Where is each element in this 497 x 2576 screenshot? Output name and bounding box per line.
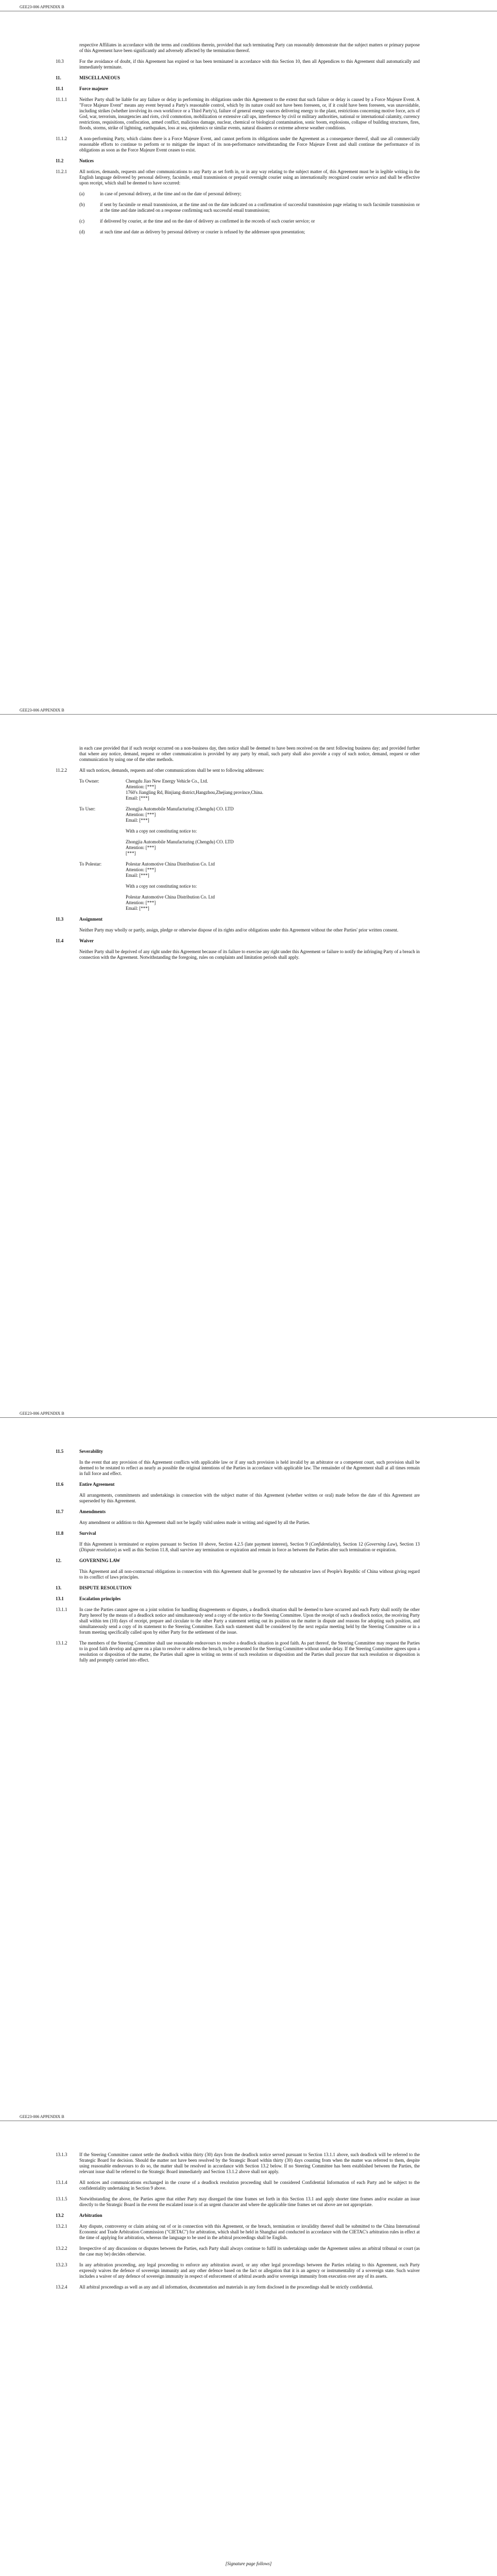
sub-clause-letter: (c) [79,218,84,224]
sub-clause-b [79,202,420,213]
sub-clause-c [79,218,420,224]
clause-10-3 [56,59,420,70]
clause-title: Assignment [79,917,103,922]
page-content [56,745,420,965]
clause-number: 11.1.1 [56,97,67,102]
clause-13-2-3 [56,2262,420,2279]
clause-11-6-heading [56,1482,420,1487]
clause-11-3-text: Neither Party may wholly or partly, assign, pledge or otherwise dispose of its rights and/or obligations under this Agreement without the other Parties' prior written consent. [79,927,399,933]
clause-13-1-heading [56,1596,420,1602]
clause-text: For the avoidance of doubt, if this Agreement has expired or has been terminated in accordance with this Section 10, then all Appendices to this Agreement shall automatically and immediately terminate. [79,59,420,70]
clause-11-7-heading [56,1509,420,1515]
address-body [126,861,215,911]
clause-11-8-text [56,1541,420,1553]
sub-clause-letter: (d) [79,229,85,234]
continued-paragraph: in each case provided that if such receipt occurred on a non-business day, then notice shall be deemed to have been received on the next following business day; and provided further that where any notice, demand, request or other communication is provided by any party by email, such party shall also provide a copy of such notice, demand, request or other communication by using one of the other methods. [79,745,420,762]
section-13-heading [56,1585,420,1591]
clause-text: All arbitral proceedings as well as any and all information, documentation and materials in any form disclosed in the proceedings shall be strictly confidential. [79,2284,373,2290]
clause-text: If the Steering Committee cannot settle the deadlock within thirty (30) days from the deadlock notice served pursuant to Section 13.1.1 above, such deadlock will be referred to the Strategic Board for decision. Should the matter not have been resolved by the Strategic Board within thirty (30) days counting from when the matter was referred to them, despite using reasonable endeavours to do so, the matter shall be resolved in accordance with Section 13.2 below. If no Steering Committee has been established between the Parties, the relevant issue shall be referred to the Strategic Board immediately and Section 13.1.2 above shall not apply. [79,2152,420,2174]
spacer [126,823,234,828]
spacer [126,834,234,839]
clause-13-1-2 [56,1640,420,1663]
clause-13-1-3 [56,2152,420,2175]
clause-title: Arbitration [79,2213,102,2218]
clause-title: Amendments [79,1509,106,1514]
clause-text: In case the Parties cannot agree on a joint solution for handling disagreements or disputes, a deadlock situation shall be deemed to have occurred and each Party shall notify the other Party hereof by the means of a deadlock notice and simultaneously send a copy of the notice to the Steering Committee. Upon the receipt of such a deadlock notice, the receiving Party shall within ten (10) days of receipt, prepare and circulate to the other Party a statement setting out its position on the matter in dispute and reasons for adopting such position, and simultaneously send a copy of its statement to the Steering Committee. Each such statement shall be considered by the next regular meeting held by the Steering Committee or in a forum meeting specifically called upon by either Party for the settlement of the issue. [79,1607,420,1635]
address-line: Email: [***] [126,906,149,911]
address-label: To User: [79,806,96,811]
address-body [126,778,263,801]
clause-number: 13.2.3 [56,2262,67,2267]
clause-11-7-text: Any amendment or addition to this Agreement shall not be legally valid unless made in writing and signed by all the Parties. [79,1520,310,1525]
clause-13-1-5 [56,2196,420,2208]
address-line: Attention: [***] [126,845,156,850]
clause-11-4-text: Neither Party shall be deprived of any right under this Agreement because of its failure to exercise any right under this Agreement or failure to notify the infringing Party of a breach in connection with the Agreement. Notwithstanding the foregoing, rules on complaints and limitation periods shall apply. [79,949,420,960]
clause-number: 11.5 [56,1449,64,1454]
clause-number: 11.1 [56,86,64,91]
clause-title: Severability [79,1449,103,1454]
clause-title: Waiver [79,938,94,943]
address-line: With a copy not constituting notice to: [126,884,197,889]
text-run-italic: Confidentiality [311,1541,339,1547]
spacer [126,878,215,884]
header-rule [0,1417,497,1418]
clause-11-4-heading [56,938,420,944]
clause-13-2-heading [56,2213,420,2218]
text-run-italic: Governing Law [366,1541,396,1547]
clause-11-2-2 [56,768,420,773]
clause-11-2-1 [56,169,420,186]
clause-13-2-1 [56,2224,420,2241]
clause-text: Notwithstanding the above, the Parties agree that either Party may disregard the time frames set forth in this Section 13.1 and apply shorter time frames and/or escalate an issue directly to the Strategic Board in the event the escalated issue is of an urgent character and where the applicable time frames set out above are not appropriate. [79,2196,420,2207]
clause-11-6-text: All arrangements, commitments and undertakings in connection with the subject matter of this Agreement (whether written or oral) made before the date of this Agreement are superseded by this Agreement. [79,1493,420,1503]
address-label: To Polestar: [79,861,102,867]
sub-clause-a [79,191,420,197]
clause-11-8-heading [56,1531,420,1536]
sub-clause-text: if delivered by courier, at the time and on the date of delivery as confirmed in the records of such courier service; or [100,218,315,224]
clause-11-1-1 [56,97,420,131]
section-number: 11. [56,75,61,80]
clause-11-3-heading [56,917,420,922]
address-line: Polestar Automotive China Distribution Co. Ltd [126,894,215,900]
clause-number: 11.3 [56,917,64,922]
page-content [56,2152,420,2295]
sub-clause-text: in case of personal delivery, at the time and on the date of personal delivery; [100,191,242,196]
address-line: Zhongjia Automobile Manufacturing (Chengdu) CO. LTD [126,839,234,844]
clause-text: Irrespective of any discussions or disputes between the Parties, each Party shall always continue to fulfil its undertakings under the Agreement unless an arbitral tribunal or court (as the case may be) decides otherwise. [79,2246,420,2257]
address-line: Email: [***] [126,873,149,878]
address-line: [***] [126,851,136,856]
address-line: Chengdu Jiao New Energy Vehicle Co., Ltd. [126,778,208,784]
clause-number: 13.2 [56,2213,64,2218]
clause-title: Force majeure [79,86,108,91]
clause-text: Any dispute, controversy or claim arising out of or in connection with this Agreement, or the breach, termination or invalidity thereof shall be submitted to the China International Economic and Trade Arbitration Commission ("CIETAC") for arbitration, which shall be held in Shanghai and conducted in accordance with the CIETAC's arbitration rules in effect at the time of applying for arbitration, whereas the language to be used in the arbitral proceedings shall be English. [79,2224,420,2240]
page-content [56,1449,420,1668]
section-12-text: This Agreement and all non-contractual obligations in connection with this Agreement shall be governed by the substantive laws of People's Republic of China without giving regard to its conflict of laws principles. [79,1569,420,1580]
page-header: GEE23-006 APPENDIX B [20,1411,64,1416]
section-title: GOVERNING LAW [79,1558,121,1563]
clause-number: 13.2.1 [56,2224,67,2229]
clause-text: A non-performing Party, which claims there is a Force Majeure Event, and cannot perform its obligations under the Agreement as a consequence thereof, shall use all commercially reasonable efforts to continue to perform or to mitigate the impact of its non-performance notwithstanding the Force Majeure Event and shall continue the performance of its obligations as soon as the Force Majeure Event ceases to exist. [79,136,420,152]
clause-number: 11.2 [56,158,64,163]
clause-text: Neither Party shall be liable for any failure or delay in performing its obligations under this Agreement to the extent that such failure or delay is caused by a Force Majeure Event. A "Force Majeure Event" means any event beyond a Party's reasonable control, which by its nature could not have been foreseen, or, if it could have been foreseen, was unavoidable, including strikes (whether involving its own workforce or a Third Party's), failure of general energy sources delivering energy to the plant, restrictions concerning motive force, acts of God, war, terrorism, insurgencies and riots, civil commotion, mobilization or extensive call ups, interference by civil or military authorities, national or international calamity, currency restrictions, requisitions, confiscation, armed conflict, malicious damage, nuclear, chemical or biological contamination, sonic boom, explosions, collapse of building structures, fires, floods, storms, strike of lightning, earthquakes, loss at sea, epidemics or similar events, natural disasters or extreme adverse weather conditions. [79,97,420,130]
clause-number: 11.4 [56,938,64,943]
clause-number: 13.1.3 [56,2152,67,2157]
sub-clause-list [56,191,420,235]
address-line: Zhongjia Automobile Manufacturing (Chengdu) CO. LTD [126,806,234,811]
document-page-3 [0,1406,497,2110]
clause-13-2-4 [56,2284,420,2290]
clause-11-1-heading [56,86,420,92]
clause-number: 10.3 [56,59,64,64]
sub-clause-text: if sent by facsimile or email transmission, at the time and on the date indicated on a confirmation of successful transmission page relating to such facsimile transmission or at the time and date indicated on a response confirming such successful email transmission; [100,202,420,213]
sub-clause-text: at such time and date as delivery by personal delivery or courier is refused by the addressee upon presentation; [100,229,305,234]
clause-text: All such notices, demands, requests and other communications shall be sent to following addresses: [79,768,264,773]
section-11-heading [56,75,420,81]
text-run: ), Section 13 ( [79,1541,420,1552]
sub-clause-letter: (a) [79,191,84,196]
address-line: Attention: [***] [126,900,156,905]
address-line: Attention: [***] [126,867,156,872]
header-rule [0,714,497,715]
text-run: If this Agreement is terminated or expires pursuant to Section 10 above, Section 4.2.5 (late payment interest), Section 9 ( [79,1541,311,1547]
clause-number: 13.2.2 [56,2246,67,2251]
clause-number: 13.1.2 [56,1640,67,1646]
section-12-heading [56,1558,420,1564]
clause-text: The members of the Steering Committee shall use reasonable endeavours to resolve a deadlock situation in good faith. As part thereof, the Steering Committee may request the Parties to in good faith develop and agree on a plan to resolve or address the breach, to be presented for the Steering Committee without undue delay. If the Steering Committee agrees upon a resolution or disposition of the matter, the Parties shall agree in writing on terms of such resolution or disposition and the Parties shall procure that such resolution or disposition is fully and promptly carried into effect. [79,1640,420,1663]
clause-11-2-heading [56,158,420,164]
address-polestar [79,861,420,911]
document-page-4 [0,2110,497,2576]
address-line: 1760's Jiangling Rd, Binjiang district,Hangzhou,Zhejiang province,China. [126,790,264,795]
document-page-1 [0,0,497,703]
section-title: MISCELLANEOUS [79,75,121,80]
spacer [126,889,215,894]
clause-number: 11.7 [56,1509,64,1514]
page-header: GEE23-006 APPENDIX B [20,5,64,9]
clause-number: 13.1.4 [56,2180,67,2185]
clause-number: 13.1.1 [56,1607,67,1612]
address-user [79,806,420,856]
clause-text: All notices, demands, requests and other communications to any Party as set forth in, or in any way relating to the subject matter of, this Agreement must be in legible writing in the English language delivered by personal delivery, facsimile, email transmission or prepaid overnight courier using an internationally recognized courier service and shall be effective upon receipt, which shall be deemed to have occurred: [79,169,420,185]
document-page-2 [0,703,497,1406]
clause-title: Notices [79,158,94,163]
section-number: 13. [56,1585,62,1590]
clause-13-1-4 [56,2180,420,2191]
clause-number: 11.2.2 [56,768,67,773]
sub-clause-d [79,229,420,235]
signature-page-note: [Signature page follows] [225,2561,272,2566]
page-header: GEE23-006 APPENDIX B [20,708,64,713]
clause-number: 11.1.2 [56,136,67,141]
clause-number: 11.6 [56,1482,64,1487]
clause-number: 13.1.5 [56,2196,67,2201]
clause-13-1-1 [56,1607,420,1635]
address-line: Polestar Automotive China Distribution Co. Ltd [126,861,215,867]
clause-11-5-heading [56,1449,420,1454]
section-number: 12. [56,1558,62,1563]
clause-number: 11.2.1 [56,169,67,174]
text-run: ), Section 12 ( [338,1541,366,1547]
continued-paragraph: respective Affiliates in accordance with the terms and conditions therein, provided that such terminating Party can reasonably demonstrate that the subject matters or primary purpose of this Agreement have been significantly and adversely affected by the termination thereof. [79,42,420,53]
clause-11-1-2 [56,136,420,153]
clause-title: Survival [79,1531,96,1536]
address-line: Attention: [***] [126,784,156,789]
clause-13-2-2 [56,2246,420,2257]
clause-text: In any arbitration proceeding, any legal proceeding to enforce any arbitration award, or any other legal proceedings between the Parties relating to this Agreement, each Party expressly waives the defence of sovereign immunity and any other defence based on the fact or allegation that it is an agency or instrumentality of a sovereign state. Such waiver includes a waiver of any defence of sovereign immunity in respect of enforcement of arbitral awards and/or sovereign immunity from execution over any of its assets. [79,2262,420,2279]
page-content [56,42,420,240]
clause-number: 13.1 [56,1596,64,1601]
address-line: Attention: [***] [126,812,156,817]
clause-number: 13.2.4 [56,2284,67,2290]
address-line: Email: [***] [126,795,149,801]
address-line: Email: [***] [126,818,149,823]
clause-title: Entire Agreement [79,1482,115,1487]
clause-title: Escalation principles [79,1596,121,1601]
address-body [126,806,234,856]
section-title: DISPUTE RESOLUTION [79,1585,132,1590]
clause-11-5-text: In the event that any provision of this Agreement conflicts with applicable law or if any such provision is held invalid by an arbitrator or a competent court, such provision shall be deemed to be restated to reflect as nearly as possible the original intentions of the Parties in accordance with applicable law. The remainder of the Agreement shall at all times remain in full force and effect. [79,1460,420,1476]
text-run: ) as well as this Section 11.8, shall survive any termination or expiration and remain in force as between the Parties after such termination or expiration. [115,1547,397,1552]
address-label: To Owner: [79,778,99,784]
clause-text: All notices and communications exchanged in the course of a deadlock resolution proceeding shall be considered Confidential Information of each Party and be subject to the confidentiality undertaking in Section 9 above. [79,2180,420,2191]
address-owner [79,778,420,801]
page-header: GEE23-006 APPENDIX B [20,2114,64,2119]
sub-clause-letter: (b) [79,202,85,207]
address-line: With a copy not constituting notice to: [126,828,197,834]
text-run-italic: Dispute resolution [81,1547,115,1552]
clause-number: 11.8 [56,1531,64,1536]
